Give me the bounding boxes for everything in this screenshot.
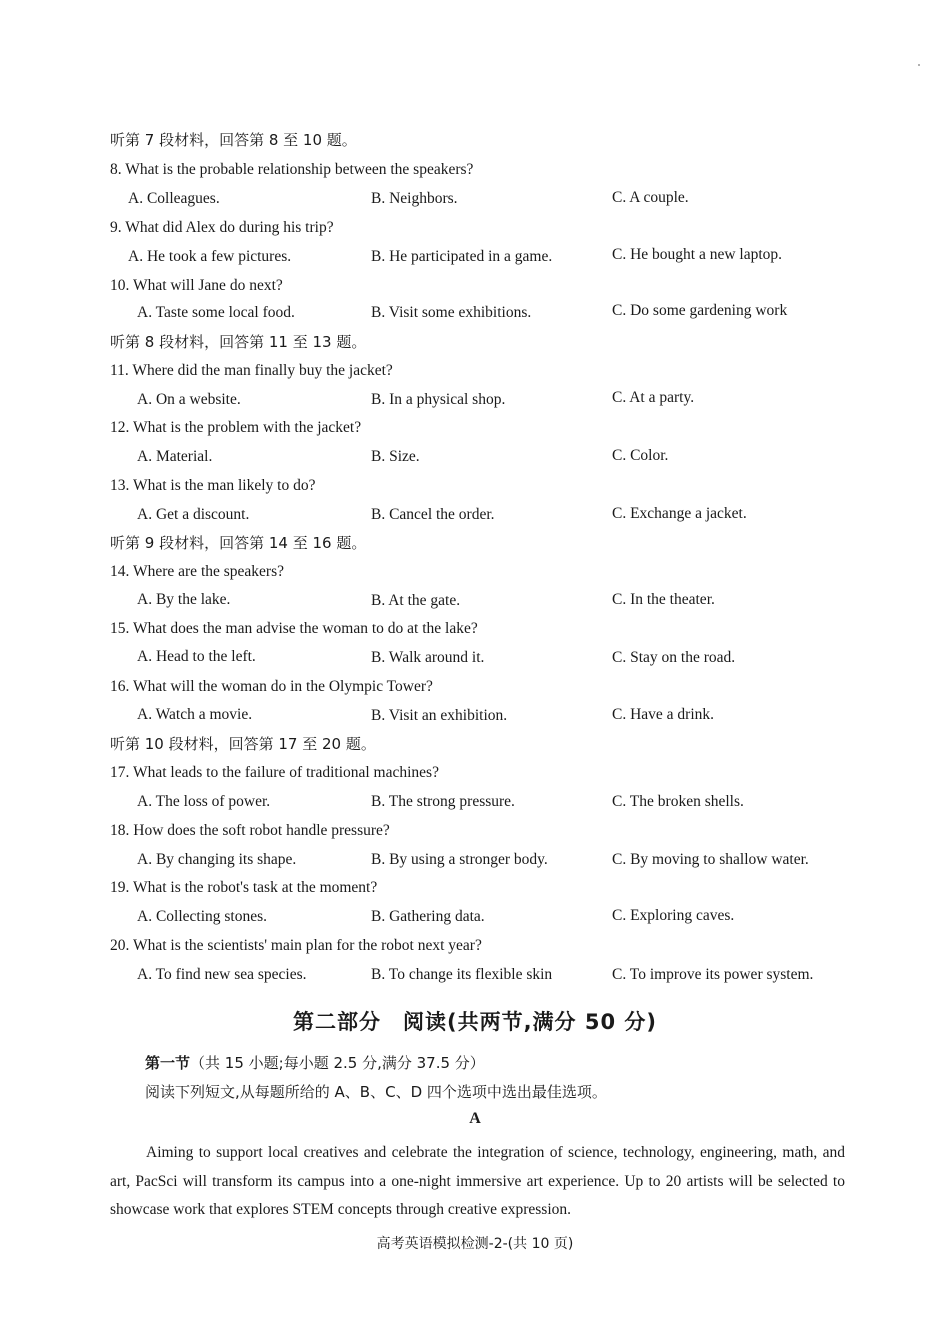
q14-option-a: A. By the lake. [137,591,231,608]
q20-option-a: A. To find new sea species. [137,966,307,983]
section-heading-group9: 听第 9 段材料，回答第 14 至 16 题。 [110,534,367,552]
section-heading-group7: 听第 7 段材料，回答第 8 至 10 题。 [110,131,357,149]
q8-option-b: B. Neighbors. [371,190,458,207]
q11-option-c: C. At a party. [612,389,695,406]
q9-option-c: C. He bought a new laptop. [612,246,783,263]
q13-option-a: A. Get a discount. [137,506,250,523]
q18-option-a: A. By changing its shape. [137,851,297,868]
q10-option-c: C. Do some gardening work [612,302,788,319]
q10-option-b: B. Visit some exhibitions. [371,304,532,321]
question-15: 15. What does the man advise the woman to do at the lake? [110,620,478,637]
q20-option-c: C. To improve its power system. [612,966,814,983]
q9-option-a: A. He took a few pictures. [128,248,292,265]
q10-option-a: A. Taste some local food. [137,304,295,321]
q12-option-b: B. Size. [371,448,420,465]
q20-option-b: B. To change its flexible skin [371,966,553,983]
scan-speck [918,64,920,66]
question-16: 16. What will the woman do in the Olympic Tower? [110,678,433,695]
q12-option-a: A. Material. [137,448,213,465]
question-10: 10. What will Jane do next? [110,277,283,294]
q18-option-b: B. By using a stronger body. [371,851,548,868]
q12-option-c: C. Color. [612,447,669,464]
q9-option-b: B. He participated in a game. [371,248,553,265]
q17-option-b: B. The strong pressure. [371,793,515,810]
q15-option-a: A. Head to the left. [137,648,256,665]
q8-option-c: C. A couple. [612,189,689,206]
q16-option-b: B. Visit an exhibition. [371,707,508,724]
q17-option-c: C. The broken shells. [612,793,744,810]
q17-option-a: A. The loss of power. [137,793,271,810]
reading-instruction: 阅读下列短文,从每题所给的 A、B、C、D 四个选项中选出最佳选项。 [145,1083,607,1101]
question-18: 18. How does the soft robot handle pressure? [110,822,390,839]
section-header [145,1052,485,1073]
question-9: 9. What did Alex do during his trip? [110,219,334,236]
q16-option-a: A. Watch a movie. [137,706,253,723]
question-8: 8. What is the probable relationship between the speakers? [110,161,474,178]
passage-paragraph: Aiming to support local creatives and celebrate the integration of science, technology, engineering, math, and art, PacSci will transform its campus into a one-night immersive art experience. Up to 20 artists will be selected to showcase work that explores STEM concepts through creative expression. [110,1144,845,1218]
q15-option-c: C. Stay on the road. [612,649,736,666]
question-13: 13. What is the man likely to do? [110,477,316,494]
section-detail: （共 15 小题;每小题 2.5 分,满分 37.5 分） [190,1054,485,1072]
q13-option-c: C. Exchange a jacket. [612,505,747,522]
question-14: 14. Where are the speakers? [110,563,284,580]
question-19: 19. What is the robot's task at the moment? [110,879,378,896]
q11-option-a: A. On a website. [137,391,241,408]
question-20: 20. What is the scientists' main plan for the robot next year? [110,937,482,954]
q19-option-c: C. Exploring caves. [612,907,735,924]
section-heading-group8: 听第 8 段材料，回答第 11 至 13 题。 [110,333,367,351]
passage-letter: A [469,1110,481,1127]
q16-option-c: C. Have a drink. [612,706,715,723]
part-title: 第二部分 阅读(共两节,满分 50 分) [292,1010,658,1034]
section-heading-group10: 听第 10 段材料，回答第 17 至 20 题。 [110,735,376,753]
page-footer: 高考英语模拟检测-2-(共 10 页) [376,1236,574,1252]
question-17: 17. What leads to the failure of traditional machines? [110,764,439,781]
q19-option-b: B. Gathering data. [371,908,485,925]
question-12: 12. What is the problem with the jacket? [110,419,362,436]
question-11: 11. Where did the man finally buy the jacket? [110,362,393,379]
q15-option-b: B. Walk around it. [371,649,485,666]
q11-option-b: B. In a physical shop. [371,391,506,408]
q18-option-c: C. By moving to shallow water. [612,851,809,868]
q14-option-c: C. In the theater. [612,591,715,608]
q13-option-b: B. Cancel the order. [371,506,495,523]
q14-option-b: B. At the gate. [371,592,461,609]
q19-option-a: A. Collecting stones. [137,908,268,925]
section-label: 第一节 [145,1054,191,1072]
q8-option-a: A. Colleagues. [128,190,220,207]
